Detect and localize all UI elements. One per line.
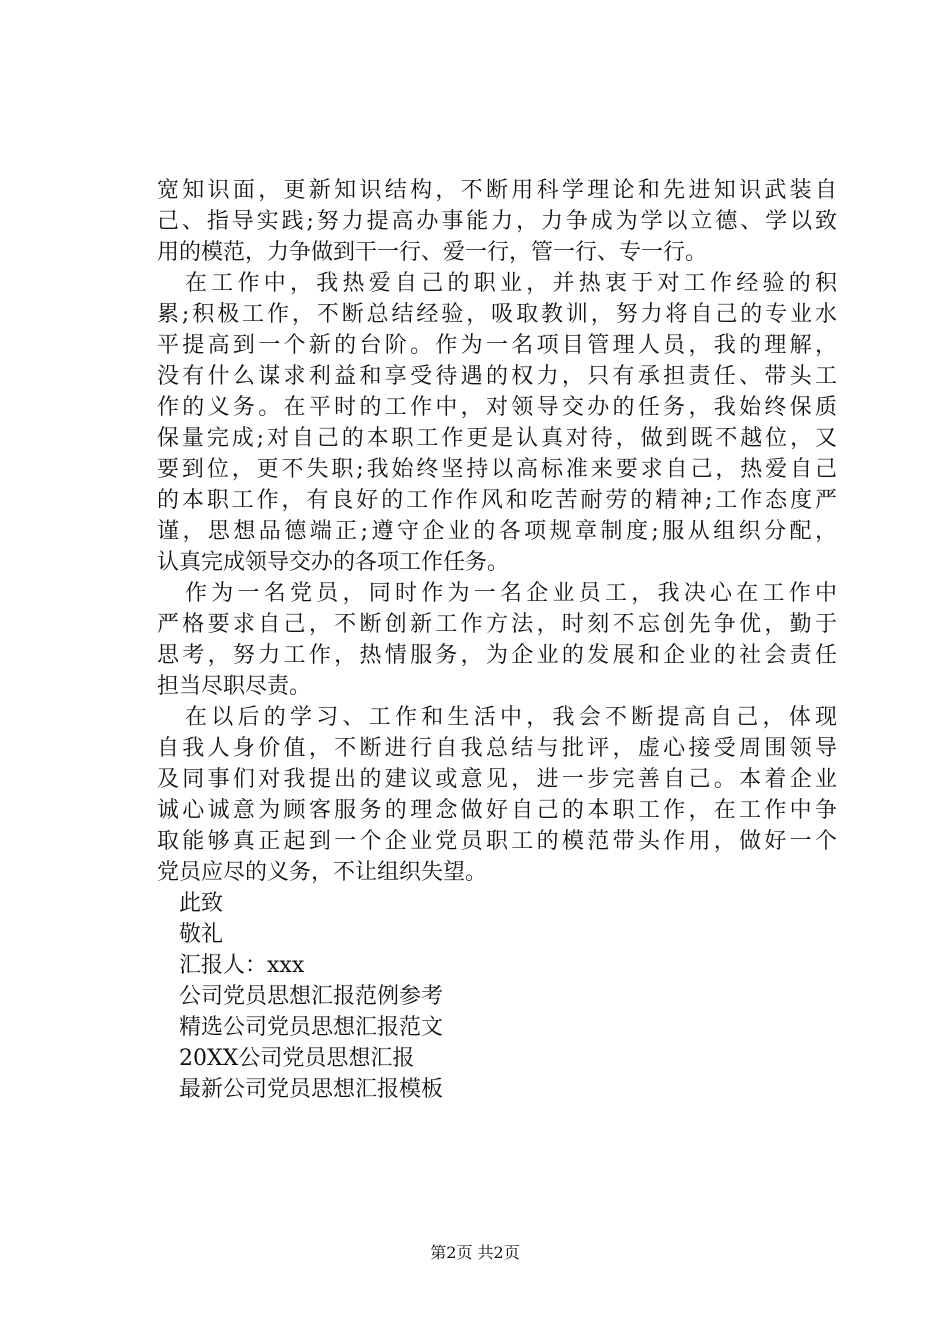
text-line: 诚心诚意为顾客服务的理念做好自己的本职工作，在工作中争	[157, 798, 837, 823]
text-line: 担当尽职尽责。	[157, 674, 312, 699]
text-line: 在以后的学习、工作和生活中，我会不断提高自己，体现	[185, 705, 837, 730]
text-line: 作为一名党员，同时作为一名企业员工，我决心在工作中	[185, 581, 837, 606]
text-line: 在工作中，我热爱自己的职业，并热衷于对工作经验的积	[185, 271, 837, 296]
text-line: 思考，努力工作，热情服务，为企业的发展和企业的社会责任	[157, 643, 837, 668]
text-line: 平提高到一个新的台阶。作为一名项目管理人员，我的理解，	[157, 333, 837, 358]
text-line: 自我人身价值，不断进行自我总结与批评，虚心接受周围领导	[157, 736, 837, 761]
paragraph-4	[157, 702, 837, 888]
paragraph-2	[157, 268, 837, 578]
text-line: 累;积极工作，不断总结经验，吸取教训，努力将自己的专业水	[157, 302, 837, 327]
text-line: 党员应尽的义务，不让组织失望。	[157, 860, 488, 885]
paragraph-1	[157, 175, 837, 268]
closing-block	[157, 888, 837, 1105]
text-line: 宽知识面，更新知识结构，不断用科学理论和先进知识武装自	[157, 178, 837, 203]
text-line: 己、指导实践;努力提高办事能力，力争成为学以立德、学以致	[157, 209, 837, 234]
text-line: 认真完成领导交办的各项工作任务。	[157, 550, 510, 575]
text-line: 谨，思想品德端正;遵守企业的各项规章制度;服从组织分配，	[157, 519, 837, 544]
text-line: 及同事们对我提出的建议或意见，进一步完善自己。本着企业	[157, 767, 837, 792]
regards-line: 敬礼	[179, 922, 224, 947]
page-number-footer: 第2页 共2页	[430, 1243, 520, 1262]
salutation-line: 此致	[179, 891, 224, 916]
text-line: 没有什么谋求利益和享受待遇的权力，只有承担责任、带头工	[157, 364, 837, 389]
paragraph-3	[157, 578, 837, 702]
related-link: 最新公司党员思想汇报模板	[179, 1077, 444, 1102]
text-line: 保量完成;对自己的本职工作更是认真对待，做到既不越位，又	[157, 426, 837, 451]
reporter-line: 汇报人：xxx	[179, 953, 305, 978]
related-link: 精选公司党员思想汇报范文	[179, 1015, 444, 1040]
related-link: 20XX公司党员思想汇报	[179, 1046, 415, 1071]
text-line: 取能够真正起到一个企业党员职工的模范带头作用，做好一个	[157, 829, 837, 854]
text-line: 用的模范，力争做到干一行、爱一行，管一行、专一行。	[157, 240, 708, 265]
document-body	[157, 175, 837, 1105]
text-line: 严格要求自己，不断创新工作方法，时刻不忘创先争优，勤于	[157, 612, 837, 637]
text-line: 的本职工作，有良好的工作作风和吃苦耐劳的精神;工作态度严	[157, 488, 837, 513]
text-line: 作的义务。在平时的工作中，对领导交办的任务，我始终保质	[157, 395, 837, 420]
text-line: 要到位，更不失职;我始终坚持以高标准来要求自己，热爱自己	[157, 457, 837, 482]
related-link: 公司党员思想汇报范例参考	[179, 984, 444, 1009]
